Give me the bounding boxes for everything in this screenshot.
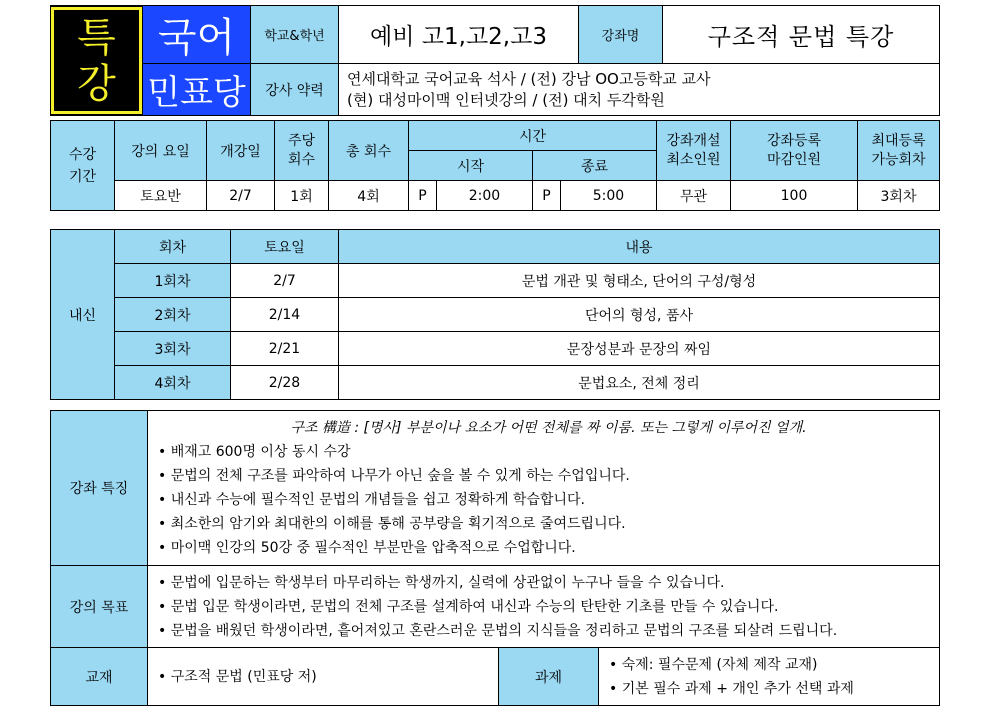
per-week-header: 주당 회수 [275,121,329,181]
feature-item: • 내신과 수능에 필수적인 문법의 개념들을 쉽고 정확하게 학습합니다. [158,488,939,512]
teacher-cell [143,64,251,116]
total-value: 4회 [329,181,409,211]
saturday-header: 토요일 [231,230,339,264]
feature-item: • 최소한의 암기와 최대한의 이해를 통해 공부량을 획기적으로 줄여드립니다. [158,512,939,536]
session-content: 문법요소, 전체 정리 [339,366,940,400]
badge-char-2: 강 [77,60,116,107]
special-badge [51,6,143,116]
course-name-label: 강좌명 [579,6,663,64]
homework-item: • 기본 필수 과제 + 개인 추가 선택 과제 [609,677,939,701]
features-list [148,411,940,566]
session-number: 4회차 [115,366,231,400]
goal-item: • 문법 입문 학생이라면, 문법의 전체 구조를 설계하여 내신과 수능의 탄탄한 기초를 만들 수 있습니다. [158,595,939,619]
session-number-header: 회차 [115,230,231,264]
day-value: 토요반 [115,181,207,211]
school-grade-label: 학교&학년 [251,6,339,64]
teacher-name: 민표당 [147,73,246,113]
min-enrollment-value: 무관 [657,181,731,211]
target-grades: 예비 고1,고2,고3 [339,6,579,64]
enrollment-cap-value: 100 [731,181,858,211]
session-date: 2/21 [231,332,339,366]
feature-item: • 배재고 600명 이상 동시 수강 [158,440,939,464]
table-row [51,298,940,332]
schedule-table [50,120,940,211]
session-content: 단어의 형성, 품사 [339,298,940,332]
textbook-cell [148,648,499,706]
session-date: 2/7 [231,264,339,298]
homework-list [599,648,940,706]
bio-line-2: (현) 대성마이맥 인터넷강의 / (전) 대치 두각학원 [347,90,665,109]
features-label: 강좌 특징 [51,411,148,566]
textbook-value: • 구조적 문법 (민표당 저) [158,665,498,689]
table-row [51,366,940,400]
min-enrollment-header: 강좌개설 최소인원 [657,121,731,181]
max-sessions-value: 3회차 [858,181,940,211]
end-ampm: P [533,181,561,211]
feature-item: • 문법의 전체 구조를 파악하여 나무가 아닌 숲을 볼 수 있게 하는 수업입니다. [158,464,939,488]
period-label: 수강 기간 [51,121,115,211]
time-header: 시간 [409,121,657,151]
table-row [51,332,940,366]
goal-item: • 문법에 입문하는 학생부터 마무리하는 학생까지, 실력에 상관없이 누구나 들을 수 있습니다. [158,571,939,595]
feature-item: • 마이맥 인강의 50강 중 필수적인 부분만을 압축적으로 수업합니다. [158,536,939,560]
start-ampm: P [409,181,437,211]
end-time-header: 종료 [533,151,657,181]
bio-label: 강사 약력 [251,64,339,116]
homework-label: 과제 [499,648,599,706]
sessions-table [50,229,940,400]
subject-name: 국어 [157,15,236,61]
structure-definition: 구조 構造 : [명사] 부분이나 요소가 어떤 전체를 짜 이룸. 또는 그렇게 이루어진 얼개. [290,420,807,436]
goals-label: 강의 목표 [51,566,148,648]
goal-item: • 문법을 배웠던 학생이라면, 흩어져있고 혼란스러운 문법의 지식들을 정리하고 문법의 구조를 되살려 드립니다. [158,619,939,643]
per-week-value: 1회 [275,181,329,211]
course-header [50,5,940,116]
subject-cell [143,6,251,64]
bio-line-1: 연세대학교 국어교육 석사 / (전) 강남 OO고등학교 교사 [347,69,711,88]
end-time-value: 5:00 [561,181,657,211]
course-details-table [50,410,940,706]
max-sessions-header: 최대등록 가능회차 [858,121,940,181]
session-number: 1회차 [115,264,231,298]
course-name: 구조적 문법 특강 [663,6,940,64]
session-content: 문장성분과 문장의 짜임 [339,332,940,366]
session-date: 2/28 [231,366,339,400]
badge-char-1: 특 [77,14,116,61]
goals-list [148,566,940,648]
enrollment-cap-header: 강좌등록 마감인원 [731,121,858,181]
naesin-label: 내신 [51,230,115,400]
session-number: 3회차 [115,332,231,366]
session-content: 문법 개관 및 형태소, 단어의 구성/형성 [339,264,940,298]
table-row [51,264,940,298]
start-date-value: 2/7 [207,181,275,211]
total-header: 총 회수 [329,121,409,181]
session-date: 2/14 [231,298,339,332]
textbook-label: 교재 [51,648,148,706]
session-number: 2회차 [115,298,231,332]
teacher-bio [339,64,940,116]
start-time-header: 시작 [409,151,533,181]
content-header: 내용 [339,230,940,264]
day-header: 강의 요일 [115,121,207,181]
homework-item: • 숙제: 필수문제 (자체 제작 교재) [609,653,939,677]
start-time-value: 2:00 [437,181,533,211]
start-date-header: 개강일 [207,121,275,181]
